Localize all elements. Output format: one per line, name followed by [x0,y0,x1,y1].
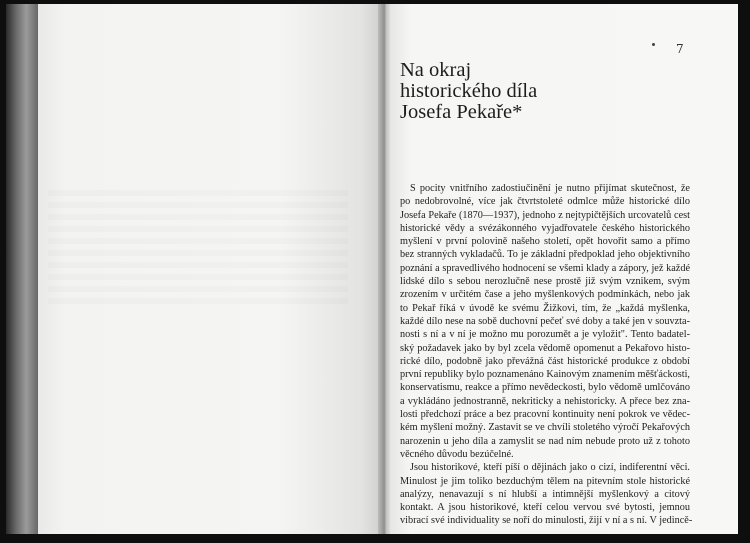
text-line: bez stranných vykladačů. To je základní předpoklad jeho objektivního [400,249,690,261]
text-line: kém myšlení možný. Zastavit se ve chvíli stoletého výročí Pekařových [400,422,690,434]
text-line: každé dílo nese na sobě duchovní pečeť své doby a také jen v souvzta- [400,315,690,327]
text-line: rické dílo, podobně jako převážná část historické produkce z období [400,355,690,367]
text-line: myšlení v první polovině našeho století, opět hovořit samo a přímo [400,236,690,248]
text-line: historické vědy a svézákonného vyjadřovatele českého historického [400,222,690,234]
text-line: to Pekař říká v úvodě ke svému Žižkovi, tím, že „každá myšlenka, [400,302,690,314]
ink-dot [652,43,655,46]
text-line: S pocity vnitřního zadostiučinění je nutno přijímat skutečnost, že [410,183,690,194]
text-line: a vykládáno jednostranně, nekriticky a nehistoricky. A přece bez zna- [400,395,690,407]
chapter-title-line: Na okraj [400,59,472,81]
text-line: poznání a spravedlivého hodnocení se všemi klady a zápory, jež každé [400,262,690,274]
text-line: vibrací své individuality se noří do minulosti, žijí v ní a s ní. V jedincě- [400,515,693,527]
book-cover-edge [6,4,40,534]
paragraph-1 [400,182,690,461]
text-line: nosti s ní a v ní je možno mu porozumět a je vyložit". Tento badatel- [400,329,690,341]
text-line: losti předchozí práce a bez pracovní kontinuity není pokrok ve vědec- [400,409,690,421]
page-number: 7 [676,42,684,56]
text-line: zrozením v určitém čase a jeho myšlenkových podmínkách, nebo jak [400,289,690,301]
text-line: narozenin u jeho díla a zamyslit se nad ním nebude proto už z tohoto [400,435,690,447]
text-line: věcného důvodu bezúčelné. [400,448,514,460]
text-line: ský požadavek jako by byl zcela vědomě opomenut a Pekařovo histo- [400,342,690,354]
left-page-show-through [48,190,348,310]
text-line: po nedobrovolné, více jak čtvrtstoleté odmlce může historické dílo [400,196,690,208]
text-line: lidské dílo s sebou nerozlučně nese prostě již svým vznikem, svým [400,276,690,288]
chapter-title [400,60,600,123]
text-line: kontakt. A jsou historikové, kteří celou vervou své bytosti, jemnou [400,502,690,514]
text-line: první republiky bylo poznamenáno Kainovým znamením měšťáckosti, [400,369,690,381]
text-line: Josefa Pekaře (1870—1937), jednoho z nejtypičtějších urcovatelů cest [400,209,690,221]
text-line: Minulost je jim toliko bezduchým tělem na pitevním stole historické [400,475,690,487]
paragraph-2 [400,461,693,527]
chapter-title-line: Josefa Pekaře* [400,101,523,123]
text-line: analýzy, nenavazují s ní hlubší a intimnější myšlenkový a citový [400,488,690,500]
body-text [400,182,693,528]
text-line: Jsou historikové, kteří píší o dějinách jako o cizí, indiferentní věci. [410,462,690,474]
chapter-title-line: historického díla [400,80,538,102]
text-line: konservatismu, reakce a přímo nevědeckosti, bylo vědomě umlčováno [400,382,690,394]
